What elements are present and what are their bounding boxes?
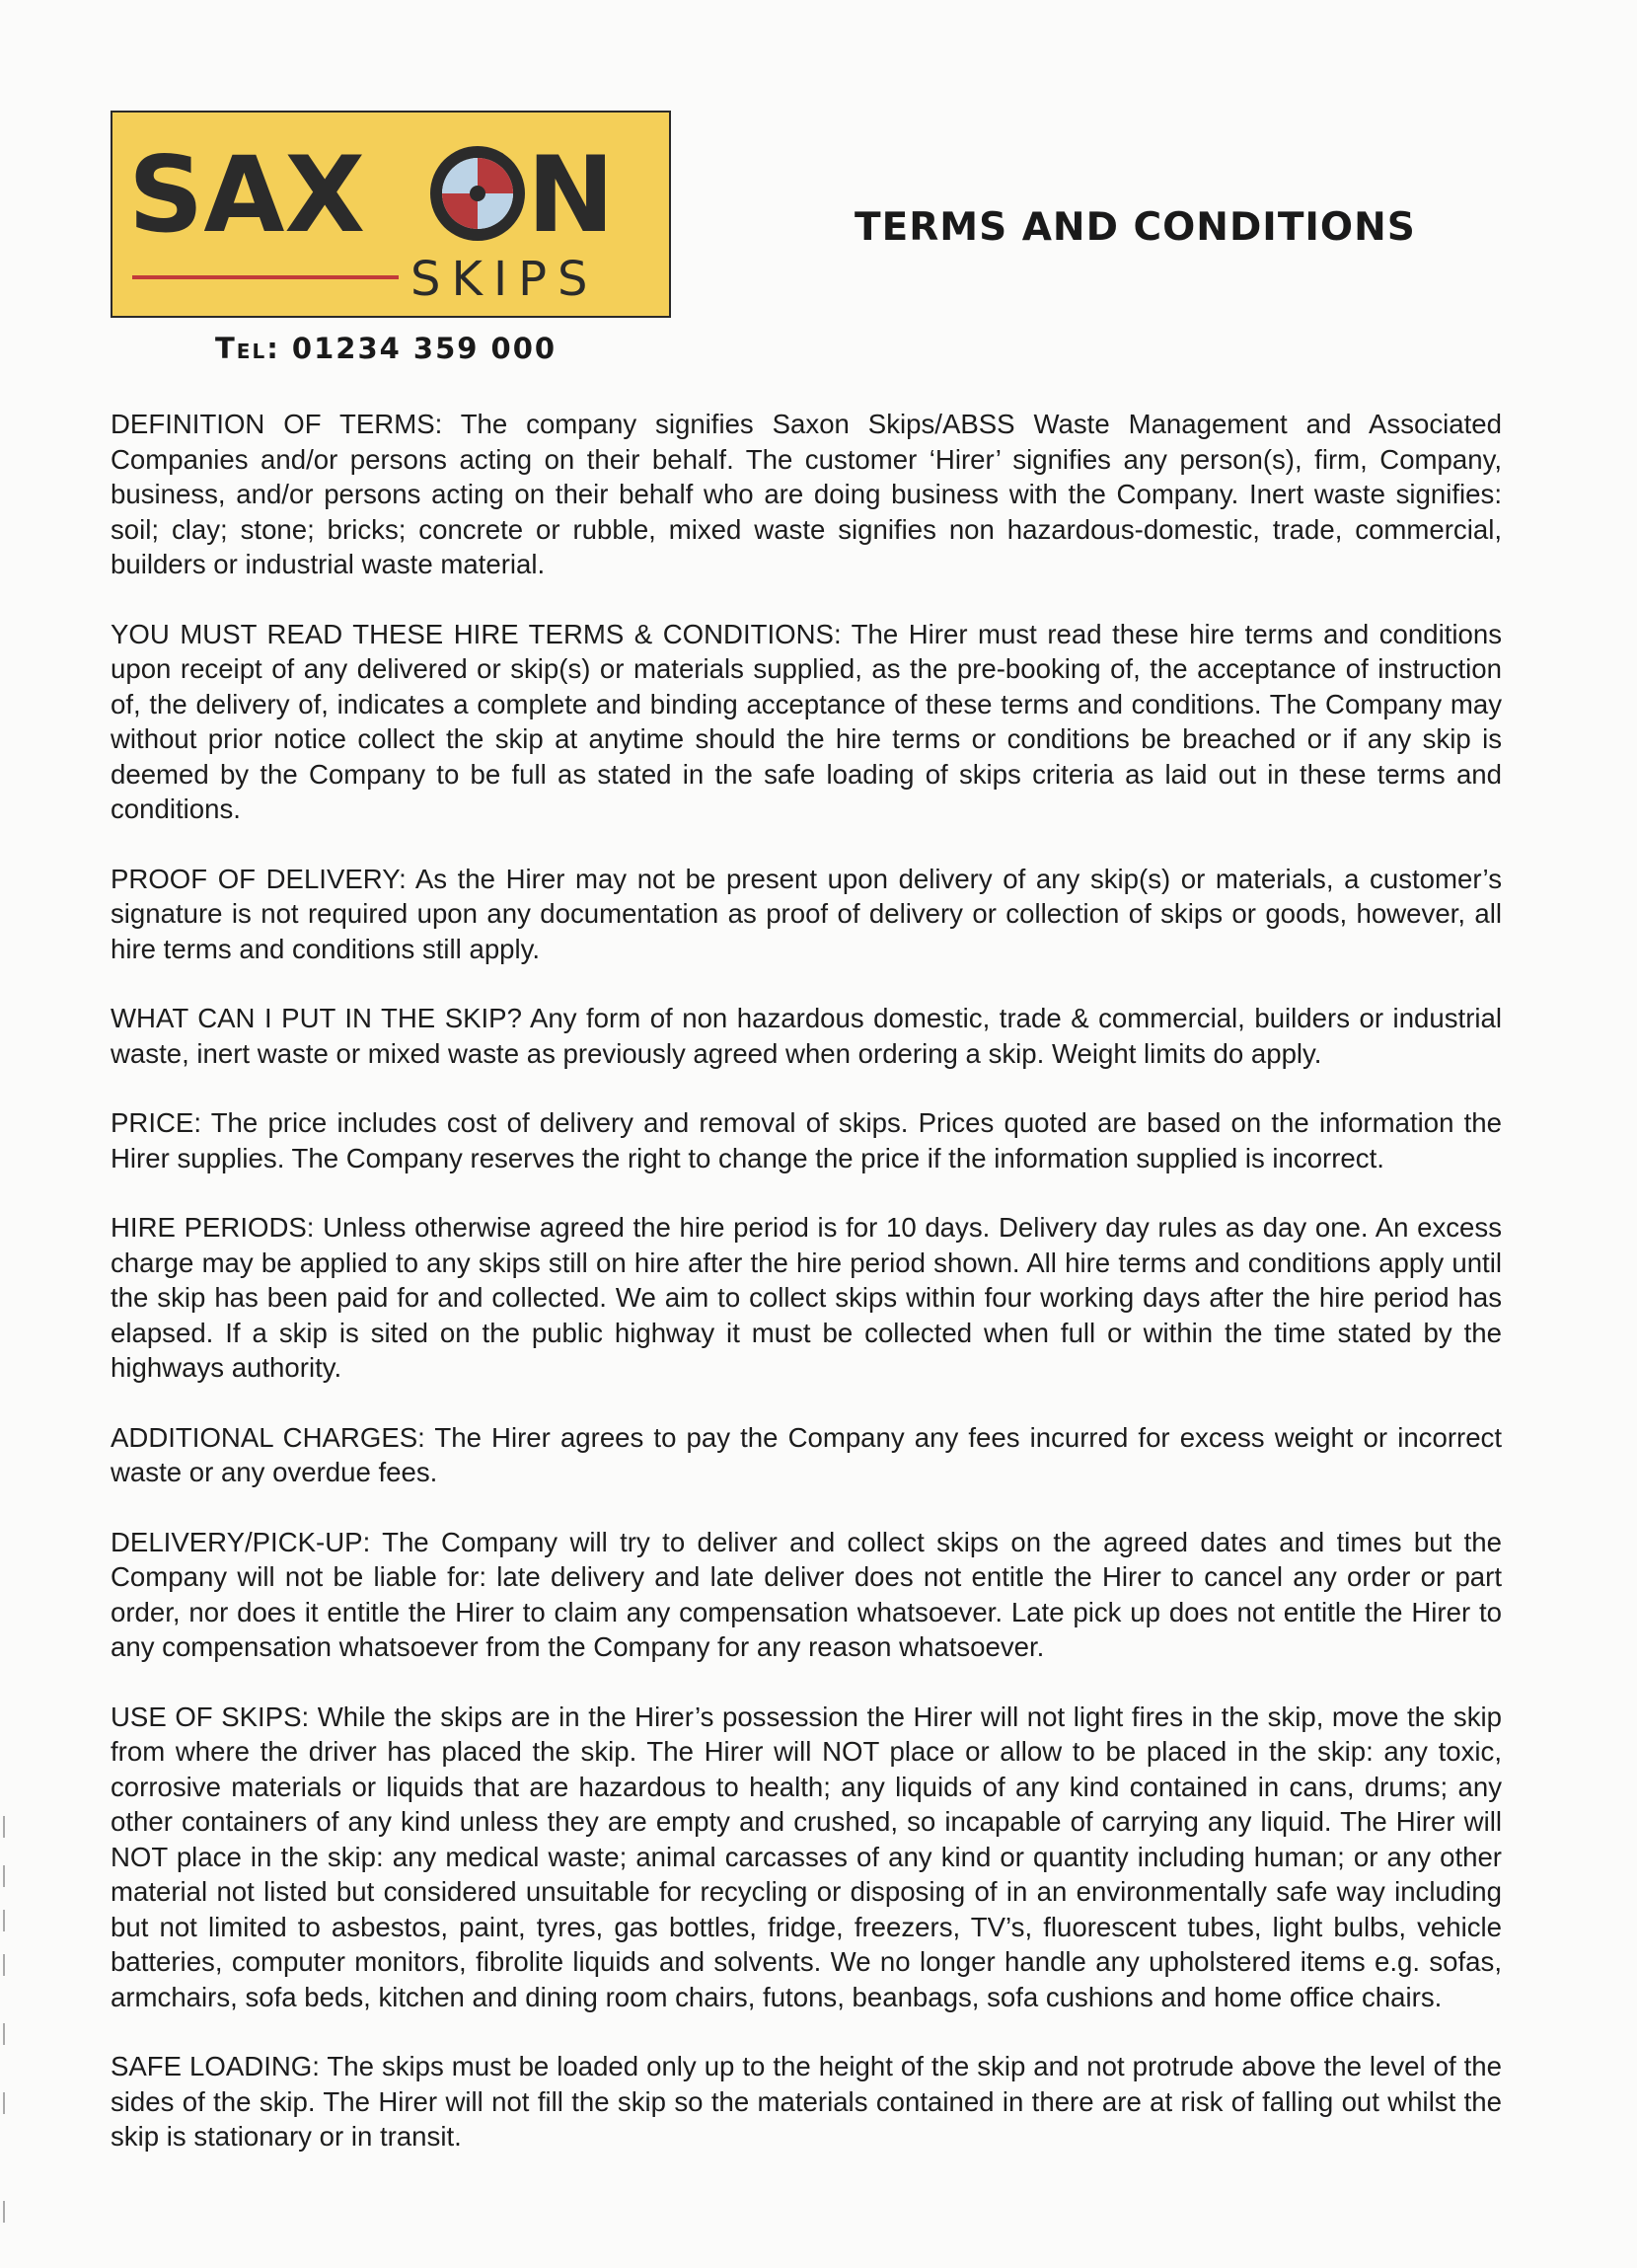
clause-text: As the Hirer may not be present upon delivery of any skip(s) or materials, a customer’s signature is not required upon any documentation as proof of delivery or collection of skips or goods, however, all hire terms and conditions still apply. — [111, 863, 1502, 964]
telephone-number: 01234 359 000 — [291, 332, 558, 365]
compass-o-icon — [430, 146, 525, 241]
clause-hire-periods — [111, 1210, 1502, 1386]
telephone-label: Tel: — [215, 332, 280, 365]
clause-text: The price includes cost of delivery and removal of skips. Prices quoted are based on the information the Hirer supplies. The Company reserves the right to change the price if the information supplied is incorrect. — [111, 1107, 1502, 1173]
scan-margin-mark — [3, 1816, 5, 1838]
clause-read-terms — [111, 617, 1502, 827]
clause-heading: PROOF OF DELIVERY: — [111, 863, 407, 894]
terms-body — [111, 407, 1502, 2189]
clause-heading: ADDITIONAL CHARGES: — [111, 1421, 425, 1453]
clause-definition-of-terms — [111, 407, 1502, 582]
clause-heading: YOU MUST READ THESE HIRE TERMS & CONDITIONS: — [111, 618, 842, 649]
clause-safe-loading — [111, 2049, 1502, 2155]
clause-text: The Company will try to deliver and collect skips on the agreed dates and times but the Company will not be liable for: late delivery and late deliver does not entitle the Hirer to cancel any order or part order, nor does it entitle the Hirer to claim any compensation whatsoever. Late pick up does not entitle the Hirer to any compensation whatsoever from the Company for any reason whatsoever. — [111, 1526, 1502, 1662]
clause-heading: USE OF SKIPS: — [111, 1701, 310, 1732]
clause-heading: HIRE PERIODS: — [111, 1212, 315, 1243]
clause-text: The Hirer agrees to pay the Company any fees incurred for excess weight or incorrect waste or any overdue fees. — [111, 1421, 1503, 1487]
clause-delivery-pick-up — [111, 1525, 1502, 1665]
logo-name-right: N — [527, 134, 615, 256]
clause-price — [111, 1105, 1502, 1175]
clause-what-can-i-put — [111, 1001, 1502, 1071]
scan-margin-mark — [3, 2023, 5, 2045]
clause-additional-charges — [111, 1420, 1502, 1490]
logo-name-left: SAX — [128, 134, 366, 256]
clause-text: The skips must be loaded only up to the height of the skip and not protrude above the level of the sides of the skip. The Hirer will not fill the skip so the materials contained in there are at risk of falling out whilst the skip is stationary or in transit. — [111, 2051, 1502, 2152]
logo-subtitle: SKIPS — [410, 252, 599, 307]
clause-use-of-skips — [111, 1700, 1502, 2015]
scan-margin-mark — [3, 1910, 5, 1931]
clause-text: The Hirer must read these hire terms and conditions upon receipt of any delivered or skip(s) or materials supplied, as the pre-booking of, the acceptance of instruction of, the delivery of, indicates a complete and binding acceptance of these terms and conditions. The Company may without prior notice collect the skip at anytime should the hire terms or conditions be breached or if any skip is deemed by the Company to be full as stated in the safe loading of skips criteria as laid out in these terms and conditions. — [111, 618, 1502, 824]
clause-heading: DELIVERY/PICK-UP: — [111, 1526, 371, 1557]
saxon-skips-logo — [111, 111, 671, 318]
scan-margin-mark — [3, 2092, 5, 2114]
clause-text: Unless otherwise agreed the hire period is for 10 days. Delivery day rules as day one. An excess charge may be applied to any skips still on hire after the hire period shown. All hire terms and conditions apply until the skip has been paid for and collected. We aim to collect skips within four working days after the hire period has elapsed. If a skip is sited on the public highway it must be collected when full or within the time stated by the highways authority. — [111, 1212, 1502, 1383]
scan-margin-mark — [3, 2201, 5, 2223]
telephone-line — [215, 332, 557, 365]
clause-heading: WHAT CAN I PUT IN THE SKIP? — [111, 1003, 522, 1033]
clause-heading: PRICE: — [111, 1107, 201, 1138]
clause-text: Any form of non hazardous domestic, trade & commercial, builders or industrial waste, inert waste or mixed waste as previously agreed when ordering a skip. Weight limits do apply. — [111, 1003, 1502, 1069]
clause-heading: SAFE LOADING: — [111, 2051, 320, 2081]
scan-margin-mark — [3, 1954, 5, 1976]
page-title: TERMS AND CONDITIONS — [855, 205, 1416, 250]
clause-text: While the skips are in the Hirer’s possession the Hirer will not light fires in the skip, move the skip from where the driver has placed the skip. The Hirer will NOT place or allow to be placed in the skip: any toxic, corrosive materials or liquids that are hazardous to health; any liquids of any kind contained in cans, drums; any other containers of any kind unless they are empty and crushed, so incapable of carrying any liquid. The Hirer will NOT place in the skip: any medical waste; animal carcasses of any kind or quantity including human; or any other material not listed but considered unsuitable for recycling or disposing of in an environmentally safe way including but not limited to asbestos, paint, tyres, gas bottles, fridge, freezers, TV’s, fluorescent tubes, light bulbs, vehicle batteries, computer monitors, fibrolite liquids and solvents. We no longer handle any upholstered items e.g. sofas, armchairs, sofa beds, kitchen and dining room chairs, futons, beanbags, sofa cushions and home office chairs. — [111, 1701, 1502, 2012]
scan-margin-mark — [3, 1865, 5, 1887]
clause-text: The company signifies Saxon Skips/ABSS Waste Management and Associated Companies and/or persons acting on their behalf. The customer ‘Hirer’ signifies any person(s), firm, Company, business, and/or persons acting on their behalf who are doing business with the Company. Inert waste signifies: soil; clay; stone; bricks; concrete or rubble, mixed waste signifies non hazardous-domestic, trade, commercial, builders or industrial waste material. — [111, 409, 1502, 579]
clause-heading: DEFINITION OF TERMS: — [111, 409, 443, 439]
logo-graphic — [112, 113, 673, 320]
clause-proof-of-delivery — [111, 862, 1502, 967]
